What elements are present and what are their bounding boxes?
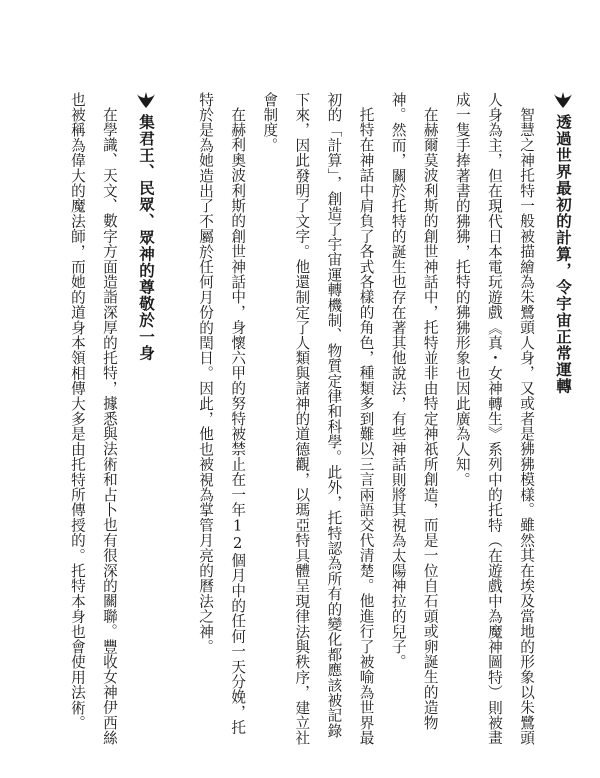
section-heading [554, 92, 572, 748]
paragraph: 在赫利奧波利斯的創世神話中，身懷六甲的努特被禁止在一年12個月中的任何一天分娩，托特於是為她造出了不屬於任何月份的閏日。因此，他也被視為掌管月亮的曆法之神。 [197, 92, 247, 735]
paragraph: 在赫爾莫波利斯的創世神話中，托特並非由特定神祇所創造，而是一位自石頭或卵誕生的造物神。然而，關於托特的誕生也存在著其他說法，有些神話則將其視為太陽神拉的兒子。 [389, 92, 439, 730]
fleur-ornament-icon [137, 92, 155, 108]
section-heading-text: 集君王、民眾、眾神的尊敬於一身 [136, 114, 155, 362]
section-heading-text: 透過世界最初的計算，令宇宙正常運轉 [554, 114, 572, 395]
section-heading [137, 92, 155, 748]
fleur-ornament-icon [554, 92, 572, 108]
paragraph: 托特在神話中肩負了各式各樣的角色，種類多到難以三言兩語交代清楚。他進行了被喻為世界最初的「計算」，創造了宇宙運轉機制、物質定律和科學。此外，托特認為所有的變化都應該被記錄下來，因此發明了文字。他還制定了人類與諸神的道德觀，以瑪亞特具體呈現律法與秩序，建立社會制度。 [261, 92, 375, 746]
paragraph: 在學識、天文、數字方面造詣深厚的托特，據悉與法術和占卜也有很深的關聯。豐收女神伊西絲也被稱為偉大的魔法師，而她的道身本領相傳大多是由托特所傳授的。托特本身也會使用法術。 [68, 92, 118, 745]
paragraph: 智慧之神托特一般被描繪為朱鷺頭人身，又或者是狒狒模樣。雖然其在埃及當地的形象以朱鷺頭人身為主，但在現代日本電玩遊戲《真・女神轉生》系列中的托特（在遊戲中為魔神圖特）則被畫成一隻手捧著書的狒狒，托特的狒狒形象也因此廣為人知。 [453, 92, 535, 746]
